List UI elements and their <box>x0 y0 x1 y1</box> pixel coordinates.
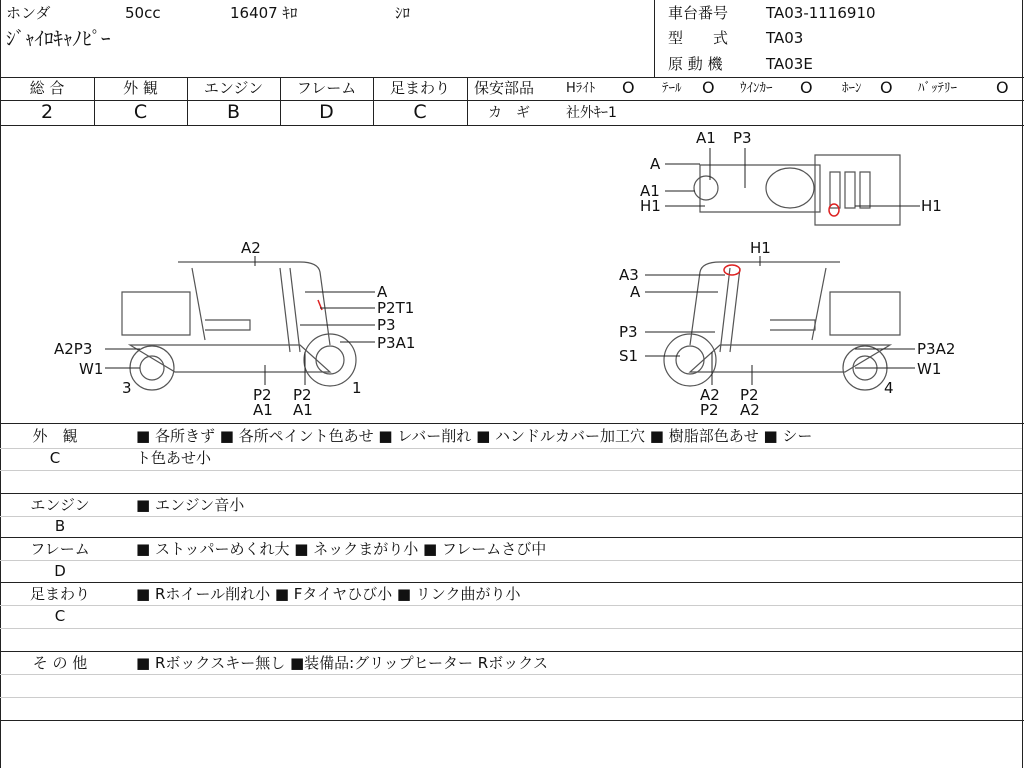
left-label-1: 1 <box>352 379 362 397</box>
note-category-engine: エンジン <box>30 496 90 514</box>
right-label-P3A2: P3A2 <box>917 340 956 358</box>
left-label-A: A <box>377 283 388 301</box>
winker-status: O <box>800 78 813 97</box>
notes-row-divider <box>0 493 1022 494</box>
grade-value-engine: B <box>226 101 241 123</box>
type-label: 型 式 <box>668 29 729 47</box>
grade-value-exterior: C <box>133 101 148 123</box>
rule-line <box>0 560 1022 561</box>
left-label-A2P3: A2P3 <box>54 340 93 358</box>
note-text-frame: ■ ストッパーめくれ大 ■ ネックまがり小 ■ フレームさび中 <box>136 540 547 558</box>
right-label-P2-a: P2 <box>700 401 719 419</box>
headlight-status: O <box>622 78 635 97</box>
note-text-exterior: ■ 各所きず ■ 各所ペイント色あせ ■ レバー削れ ■ ハンドルカバー加工穴 ■ 樹脂部色あせ ■ シー <box>136 427 813 445</box>
note-grade-exterior: C <box>49 449 61 467</box>
right-label-A3: A3 <box>619 266 639 284</box>
right-label-P3: P3 <box>619 323 638 341</box>
left-label-A1-a: A1 <box>253 401 273 419</box>
note-text-exterior-cont: ト色あせ小 <box>136 449 212 467</box>
key-label: カ ギ <box>488 105 530 121</box>
notes-row-divider <box>0 651 1022 652</box>
battery-status: O <box>996 78 1009 97</box>
top-label-H1-a: H1 <box>640 197 661 215</box>
note-text-engine: ■ エンジン音小 <box>136 496 245 514</box>
grade-value-suspension: C <box>413 101 427 123</box>
safety-item-battery: ﾊﾞｯﾃﾘｰ <box>918 81 957 96</box>
left-label-A2-top: A2 <box>241 239 261 257</box>
right-label-A: A <box>630 283 641 301</box>
type-value: TA03 <box>766 29 804 47</box>
right-label-4: 4 <box>884 379 894 397</box>
safety-item-horn: ﾎｰﾝ <box>842 81 862 96</box>
rule-line <box>0 674 1022 675</box>
rule-line <box>0 628 1022 629</box>
note-text-suspension: ■ Rホイール削れ小 ■ Fタイヤひび小 ■ リンク曲がり小 <box>136 585 521 603</box>
left-label-3: 3 <box>122 379 132 397</box>
header-divider <box>654 0 655 77</box>
grade-top-line <box>0 77 1024 78</box>
safety-mid-line <box>467 100 1024 101</box>
left-label-P2-b: P2 <box>293 386 312 404</box>
note-grade-frame: D <box>54 562 66 580</box>
note-grade-suspension: C <box>54 607 66 625</box>
right-label-A2-a: A2 <box>700 386 720 404</box>
key-value: 社外ｷｰ1 <box>566 105 617 121</box>
grade-col-divider <box>467 77 468 125</box>
rule-line <box>0 470 1022 471</box>
model-name: ｼﾞｬｲﾛｷｬﾉﾋﾟｰ <box>6 28 111 50</box>
note-category-suspension: 足まわり <box>29 585 90 603</box>
note-text-other: ■ Rボックスキー無し ■装備品:グリップヒーター Rボックス <box>136 654 549 672</box>
diagram-bottom-line <box>0 423 1024 424</box>
notes-bottom-line <box>0 720 1024 721</box>
safety-item-winker: ｳｲﾝｶｰ <box>740 81 773 96</box>
grade-label-suspension: 足まわり <box>389 79 450 97</box>
color: ｼﾛ <box>395 4 411 22</box>
left-rear-box <box>122 292 190 335</box>
note-grade-engine: B <box>54 517 66 535</box>
note-category-other: そ の 他 <box>32 654 88 672</box>
horn-status: O <box>880 78 893 97</box>
right-label-P2-b: P2 <box>740 386 759 404</box>
safety-item-headlight: Hﾗｲﾄ <box>566 81 596 96</box>
grade-label-frame: フレーム <box>296 79 357 97</box>
make: ホンダ <box>6 4 51 22</box>
left-label-P3: P3 <box>377 316 396 334</box>
left-label-A1-b: A1 <box>293 401 313 419</box>
left-label-P3A1: P3A1 <box>377 334 416 352</box>
notes-row-divider <box>0 582 1022 583</box>
notes-row-divider <box>0 537 1022 538</box>
right-label-W1: W1 <box>917 360 942 378</box>
note-category-exterior: 外 観 <box>32 427 78 445</box>
right-label-H1: H1 <box>750 239 771 257</box>
grade-value-overall: 2 <box>40 101 54 123</box>
chassis-label: 車台番号 <box>668 4 729 22</box>
grade-value-frame: D <box>319 101 334 123</box>
top-label-P3: P3 <box>733 129 752 147</box>
safety-label: 保安部品 <box>474 79 535 97</box>
chassis-value: TA03-1116910 <box>766 4 876 22</box>
grade-label-overall: 総 合 <box>29 79 65 97</box>
right-label-S1: S1 <box>619 347 639 365</box>
rule-line <box>0 697 1022 698</box>
grade-label-exterior: 外 観 <box>123 79 158 97</box>
damage-diagram <box>0 126 1024 422</box>
right-canopy-roof <box>690 262 840 345</box>
left-label-P2-a: P2 <box>253 386 272 404</box>
rule-line <box>0 516 1022 517</box>
left-canopy-roof <box>178 262 330 345</box>
left-label-W1: W1 <box>79 360 104 378</box>
grade-label-engine: エンジン <box>203 79 264 97</box>
displacement: 50cc <box>125 4 161 22</box>
lot-number: 16407 ｷﾛ <box>230 4 298 22</box>
left-label-P2T1: P2T1 <box>377 299 415 317</box>
right-rear-box <box>830 292 900 335</box>
top-label-H1-b: H1 <box>921 197 942 215</box>
top-label-A1-a: A1 <box>696 129 716 147</box>
engine-value: TA03E <box>766 55 813 73</box>
tail-status: O <box>702 78 715 97</box>
safety-item-tail: ﾃｰﾙ <box>662 81 682 96</box>
top-label-A1-b: A1 <box>640 182 660 200</box>
rule-line <box>0 605 1022 606</box>
top-label-A: A <box>650 155 661 173</box>
engine-label: 原 動 機 <box>668 55 723 73</box>
note-category-frame: フレーム <box>30 540 90 558</box>
right-label-A2-b: A2 <box>740 401 760 419</box>
